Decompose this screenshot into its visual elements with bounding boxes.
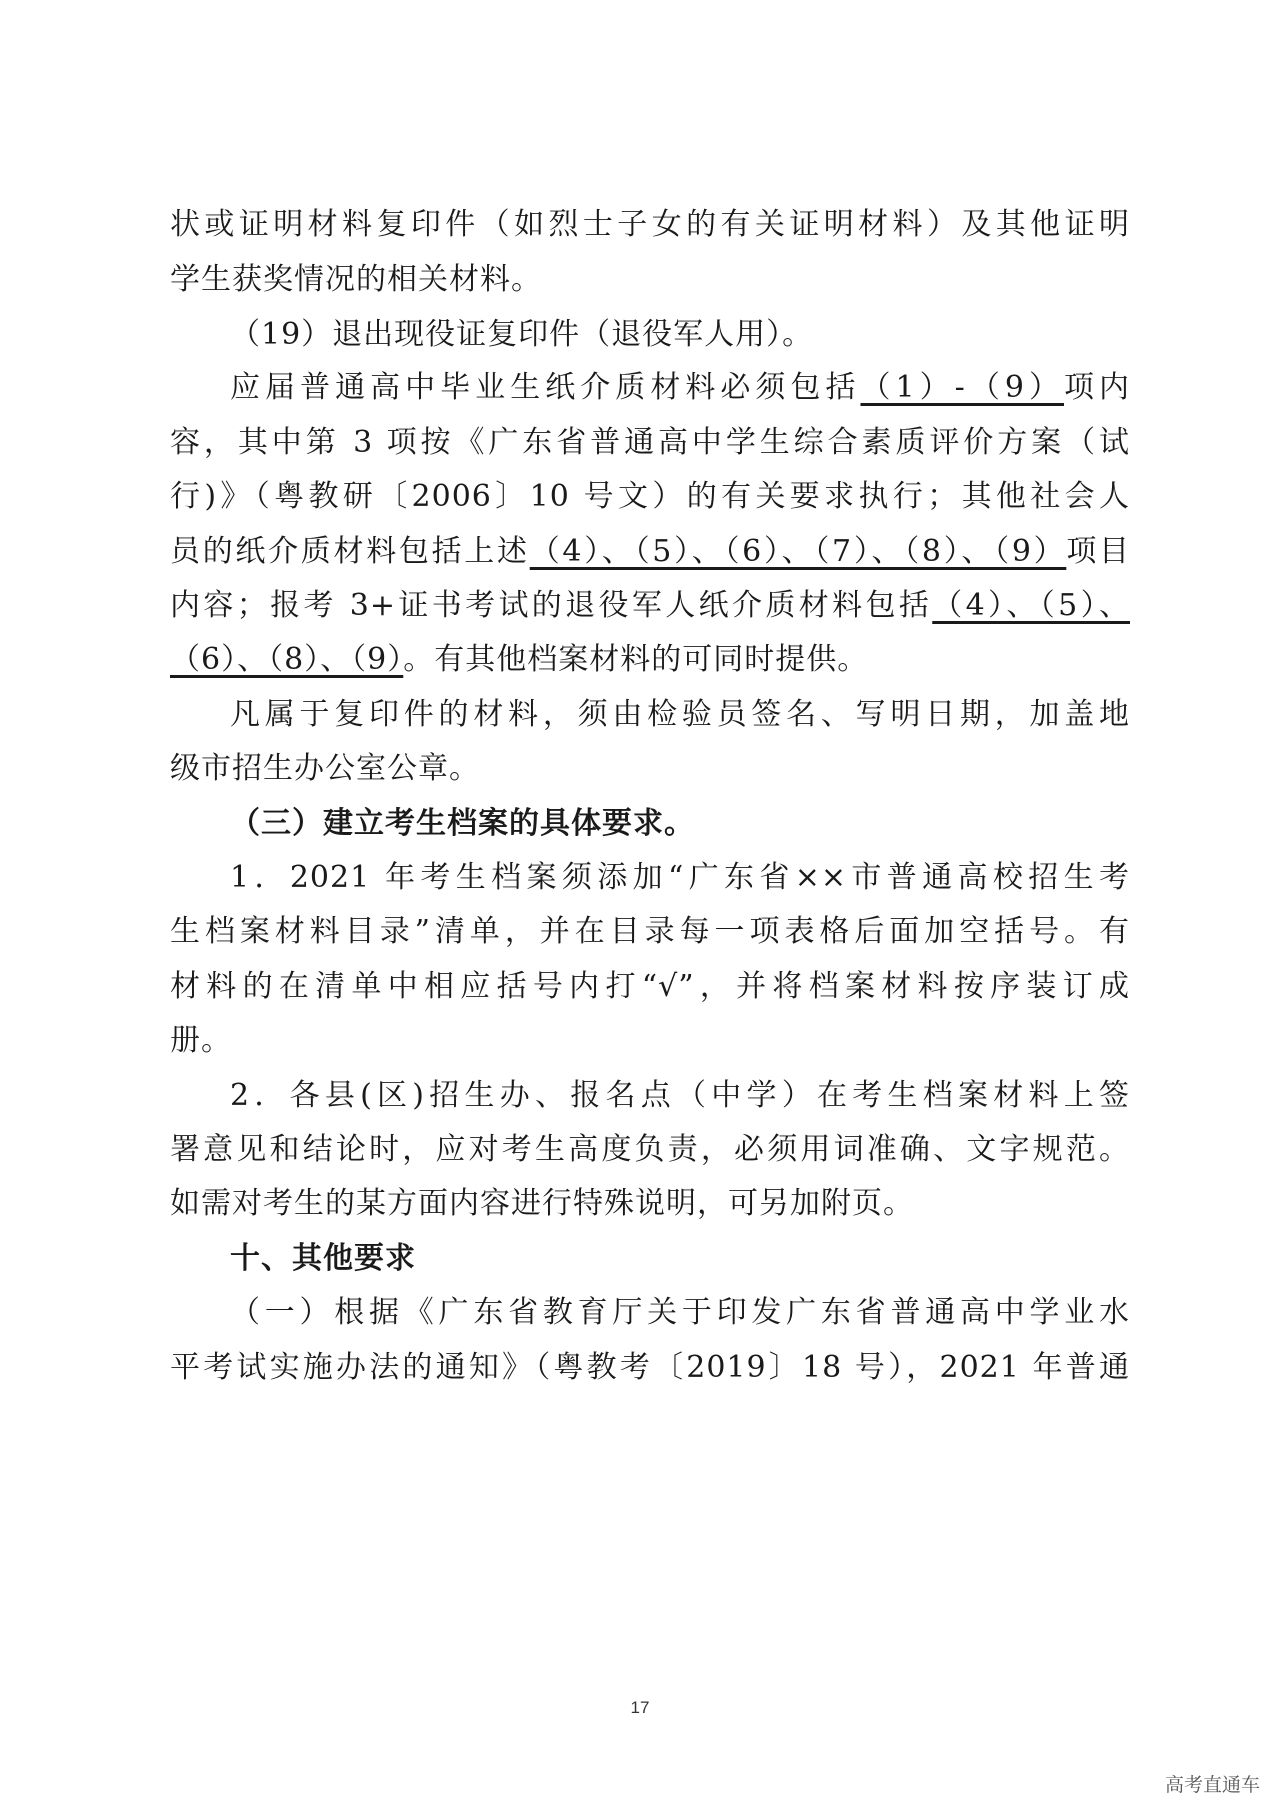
paragraph-line: [170, 640, 1130, 680]
underlined-item-range: （1）-（9）: [860, 370, 1064, 405]
section-heading: （三）建立考生档案的具体要求。: [230, 806, 695, 841]
text-segment: 应届普通高中毕业生纸介质材料必须包括: [230, 370, 861, 405]
paragraph-line: 署意见和结论时，应对考生高度负责，必须用词准确、文字规范。: [170, 1132, 1130, 1167]
underlined-item-range: （4）、（5）、（6）、（7）、（8）、（9）: [529, 534, 1067, 569]
page-number: 17: [630, 1698, 650, 1717]
paragraph-line: 材料的在清单中相应括号内打“√”，并将档案材料按序装订成: [170, 969, 1130, 1004]
text-segment: 。有其他档案材料的可同时提供。: [403, 642, 869, 677]
paragraph-line: [230, 368, 1130, 408]
paragraph-line: 学生获奖情况的相关材料。: [170, 262, 542, 297]
text-segment: 员的纸介质材料包括上述: [170, 534, 530, 569]
paragraph-line: 平考试实施办法的通知》（粤教考〔2019〕18 号），2021 年普通: [170, 1350, 1130, 1385]
paragraph-line: 容，其中第 3 项按《广东省普通高中学生综合素质评价方案（试: [170, 425, 1130, 460]
paragraph-line: [170, 586, 1130, 626]
paragraph-line: 级市招生办公室公章。: [170, 751, 480, 786]
text-segment: 项内: [1063, 370, 1131, 405]
paragraph-line: [170, 532, 1130, 572]
underlined-item-range: （4）、（5）、: [932, 588, 1130, 623]
paragraph-line: 册。: [170, 1023, 232, 1058]
paragraph-line: 如需对考生的某方面内容进行特殊说明，可另加附页。: [170, 1186, 914, 1221]
watermark-text: 高考直通车: [1164, 1774, 1260, 1796]
text-segment: 项目: [1066, 534, 1131, 569]
text-segment: 内容；报考 3+证书考试的退役军人纸介质材料包括: [170, 588, 933, 623]
paragraph-line: 凡属于复印件的材料，须由检验员签名、写明日期，加盖地: [230, 697, 1130, 732]
paragraph-line: （一）根据《广东省教育厅关于印发广东省普通高中学业水: [230, 1295, 1130, 1330]
paragraph-line: 1．2021 年考生档案须添加“广东省××市普通高校招生考: [230, 860, 1130, 895]
paragraph-line: 状或证明材料复印件（如烈士子女的有关证明材料）及其他证明: [170, 207, 1130, 242]
paragraph-line: 行)》（粤教研〔2006〕10 号文）的有关要求执行；其他社会人: [170, 479, 1130, 514]
paragraph-line: 生档案材料目录”清单，并在目录每一项表格后面加空括号。有: [170, 914, 1130, 949]
underlined-item-range: （6）、（8）、（9）: [170, 642, 404, 677]
chapter-heading: 十、其他要求: [230, 1241, 416, 1276]
paragraph-line: （19）退出现役证复印件（退役军人用）。: [230, 317, 814, 352]
paragraph-line: 2．各县(区)招生办、报名点（中学）在考生档案材料上签: [230, 1078, 1130, 1113]
